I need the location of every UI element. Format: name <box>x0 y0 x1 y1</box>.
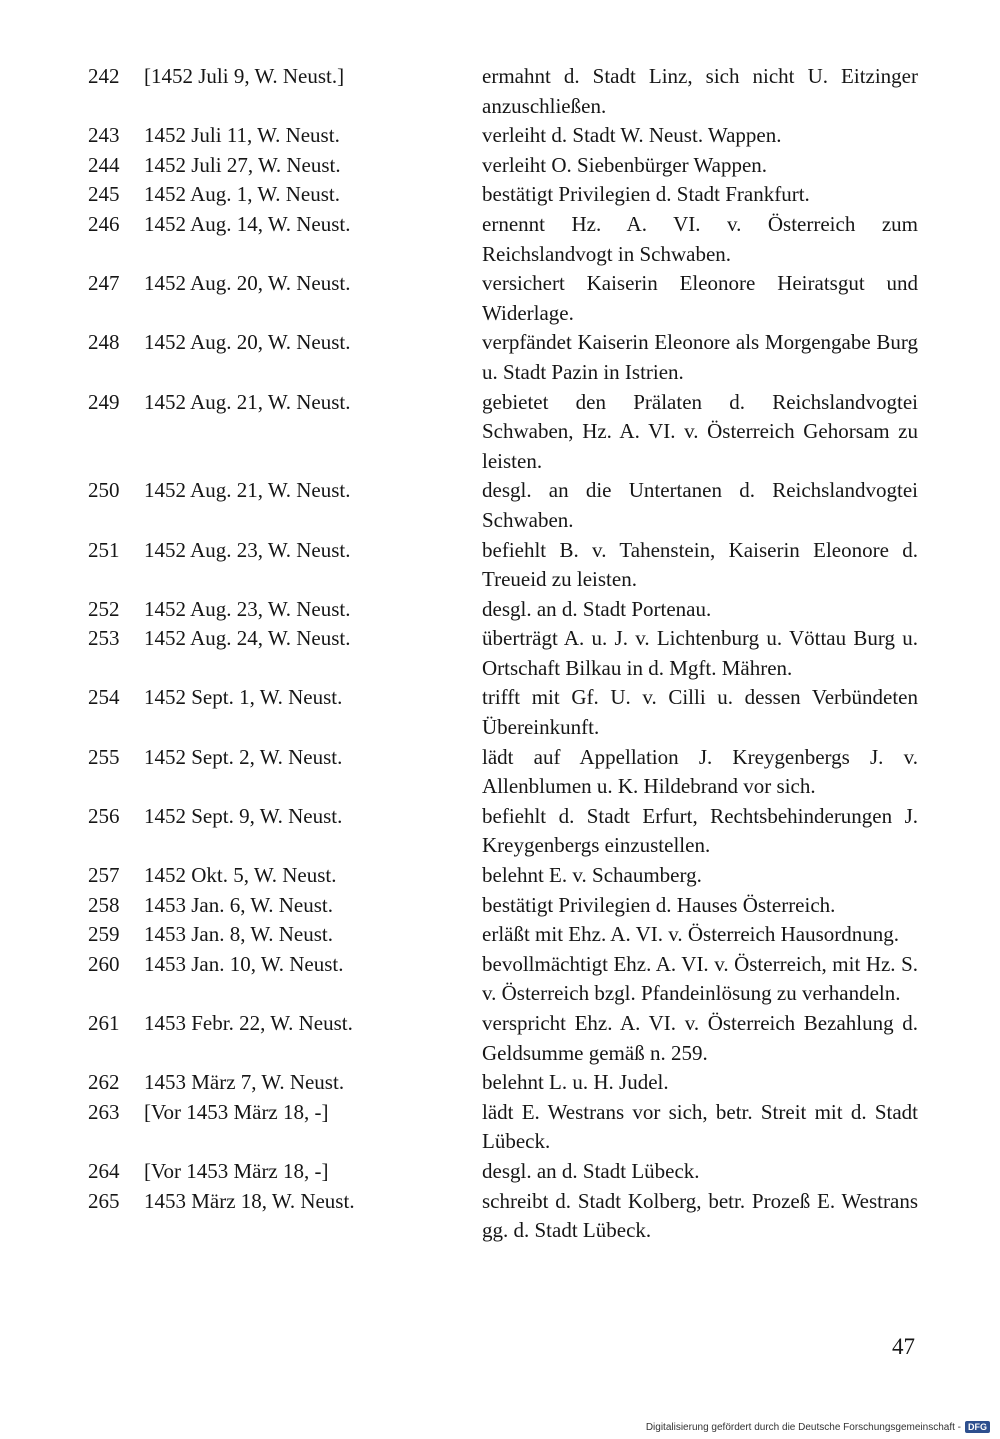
entry-date-place: [Vor 1453 März 18, -] <box>144 1158 329 1183</box>
entry-number: 260 <box>88 951 120 976</box>
entry-date-place: 1453 März 7, W. Neust. <box>144 1070 345 1095</box>
entry-number: 253 <box>88 626 120 651</box>
entry-description: desgl. an d. Stadt Portenau. <box>482 596 712 621</box>
entry-description: desgl. an d. Stadt Lübeck. <box>482 1158 700 1183</box>
regest-entry <box>88 595 918 625</box>
entry-description: belehnt L. u. H. Judel. <box>482 1070 669 1095</box>
regest-entry <box>88 536 918 595</box>
footer-credit <box>646 1421 990 1433</box>
entry-date-place: 1452 Aug. 20, W. Neust. <box>144 271 351 296</box>
regest-entry <box>88 328 918 387</box>
entry-date-place: 1453 März 18, W. Neust. <box>144 1188 355 1213</box>
entry-number: 258 <box>88 892 120 917</box>
entry-number: 251 <box>88 537 120 562</box>
entry-date-place: [Vor 1453 März 18, -] <box>144 1099 329 1124</box>
entry-date-place: 1452 Aug. 21, W. Neust. <box>144 478 351 503</box>
regest-entry <box>88 180 918 210</box>
regest-entry <box>88 269 918 328</box>
regest-list <box>88 62 918 1246</box>
entry-date-place: 1453 Jan. 6, W. Neust. <box>144 892 333 917</box>
regest-entry <box>88 920 918 950</box>
regest-entry <box>88 1098 918 1157</box>
entry-description: lädt E. Westrans vor sich, betr. Streit mit d. Stadt Lübeck. <box>482 1099 918 1154</box>
entry-date-place: 1453 Jan. 8, W. Neust. <box>144 922 333 947</box>
page-number: 47 <box>892 1334 915 1359</box>
entry-description: ernennt Hz. A. VI. v. Österreich zum Reichslandvogt in Schwaben. <box>482 211 918 266</box>
entry-date-place: 1452 Aug. 23, W. Neust. <box>144 596 351 621</box>
entry-number: 246 <box>88 211 120 236</box>
entry-number: 255 <box>88 744 120 769</box>
regest-entry <box>88 476 918 535</box>
entry-date-place: 1452 Sept. 1, W. Neust. <box>144 685 343 710</box>
entry-description: befiehlt d. Stadt Erfurt, Rechtsbehinderungen J. Kreygenbergs einzustellen. <box>482 803 918 858</box>
regest-entry <box>88 1009 918 1068</box>
regest-entry <box>88 891 918 921</box>
entry-date-place: 1452 Juli 11, W. Neust. <box>144 123 340 148</box>
entry-description: ermahnt d. Stadt Linz, sich nicht U. Eitzinger anzuschließen. <box>482 64 918 118</box>
regest-entry <box>88 802 918 861</box>
entry-number: 248 <box>88 330 120 355</box>
regest-entry <box>88 210 918 269</box>
entry-description: desgl. an die Untertanen d. Reichslandvogtei Schwaben. <box>482 478 918 532</box>
entry-description: bestätigt Privilegien d. Hauses Österreich. <box>482 892 836 917</box>
regest-entry <box>88 861 918 891</box>
entry-number: 257 <box>88 863 120 888</box>
entry-description: trifft mit Gf. U. v. Cilli u. dessen Verbündeten Übereinkunft. <box>482 685 918 740</box>
entry-description: verleiht O. Siebenbürger Wappen. <box>482 152 768 177</box>
entry-number: 261 <box>88 1011 120 1035</box>
entry-description: bevollmächtigt Ehz. A. VI. v. Österreich, mit Hz. S. v. Österreich bzgl. Pfandeinlösung zu verhandeln. <box>482 951 918 1006</box>
entry-number: 265 <box>88 1188 120 1213</box>
regest-entry <box>88 1187 918 1246</box>
entry-description: bestätigt Privilegien d. Stadt Frankfurt. <box>482 182 810 207</box>
entry-number: 244 <box>88 152 120 177</box>
entry-number: 262 <box>88 1070 120 1095</box>
regest-entry <box>88 683 918 742</box>
entry-description: erläßt mit Ehz. A. VI. v. Österreich Hausordnung. <box>482 922 899 947</box>
regest-entry <box>88 624 918 683</box>
entry-description: lädt auf Appellation J. Kreygenbergs J. v. Allenblumen u. K. Hildebrand vor sich. <box>482 744 918 799</box>
entry-date-place: 1452 Aug. 14, W. Neust. <box>144 211 351 236</box>
entry-description: verpfändet Kaiserin Eleonore als Morgengabe Burg u. Stadt Pazin in Istrien. <box>482 330 918 384</box>
entry-description: verspricht Ehz. A. VI. v. Österreich Bezahlung d. Geldsumme gemäß n. 259. <box>482 1011 918 1065</box>
entry-description: verleiht d. Stadt W. Neust. Wappen. <box>482 123 782 148</box>
entry-number: 263 <box>88 1099 120 1124</box>
entry-number: 242 <box>88 64 120 88</box>
regest-entry <box>88 388 918 477</box>
entry-number: 264 <box>88 1158 120 1183</box>
regest-entry <box>88 62 918 121</box>
entry-number: 243 <box>88 123 120 148</box>
entry-date-place: [1452 Juli 9, W. Neust.] <box>144 64 345 88</box>
entry-number: 250 <box>88 478 120 503</box>
entry-number: 249 <box>88 389 120 414</box>
entry-date-place: 1452 Aug. 23, W. Neust. <box>144 537 351 562</box>
entry-description: gebietet den Prälaten d. Reichslandvogtei Schwaben, Hz. A. VI. v. Österreich Gehorsam zu leisten. <box>482 389 918 473</box>
entry-number: 259 <box>88 922 120 947</box>
footer-text: Digitalisierung gefördert durch die Deutsche Forschungsgemeinschaft - <box>645 1421 961 1433</box>
entry-date-place: 1452 Aug. 21, W. Neust. <box>144 389 351 414</box>
entry-date-place: 1452 Aug. 1, W. Neust. <box>144 182 341 207</box>
entry-date-place: 1452 Okt. 5, W. Neust. <box>144 863 337 888</box>
regest-entry <box>88 743 918 802</box>
entry-date-place: 1452 Sept. 9, W. Neust. <box>144 803 343 828</box>
entry-number: 254 <box>88 685 120 710</box>
dfg-logo-icon: DFG <box>965 1421 990 1433</box>
regest-entry <box>88 151 918 181</box>
entry-date-place: 1452 Aug. 20, W. Neust. <box>144 330 351 355</box>
entry-date-place: 1452 Sept. 2, W. Neust. <box>144 744 343 769</box>
entry-date-place: 1452 Aug. 24, W. Neust. <box>144 626 351 651</box>
entry-number: 247 <box>88 271 120 296</box>
regest-entry <box>88 121 918 151</box>
entry-date-place: 1453 Febr. 22, W. Neust. <box>144 1011 353 1035</box>
regest-entry <box>88 950 918 1009</box>
entry-description: befiehlt B. v. Tahenstein, Kaiserin Eleonore d. Treueid zu leisten. <box>482 537 918 592</box>
entry-description: belehnt E. v. Schaumberg. <box>482 863 702 888</box>
entry-number: 245 <box>88 182 120 207</box>
regest-entry <box>88 1068 918 1098</box>
entry-number: 256 <box>88 803 120 828</box>
entry-description: überträgt A. u. J. v. Lichtenburg u. Vöttau Burg u. Ortschaft Bilkau in d. Mgft. Mähren. <box>482 626 918 680</box>
entry-date-place: 1452 Juli 27, W. Neust. <box>144 152 341 177</box>
entry-description: schreibt d. Stadt Kolberg, betr. Prozeß E. Westrans gg. d. Stadt Lübeck. <box>482 1188 918 1243</box>
entry-number: 252 <box>88 596 120 621</box>
entry-date-place: 1453 Jan. 10, W. Neust. <box>144 951 344 976</box>
regest-entry <box>88 1157 918 1187</box>
entry-description: versichert Kaiserin Eleonore Heiratsgut und Widerlage. <box>482 271 918 325</box>
